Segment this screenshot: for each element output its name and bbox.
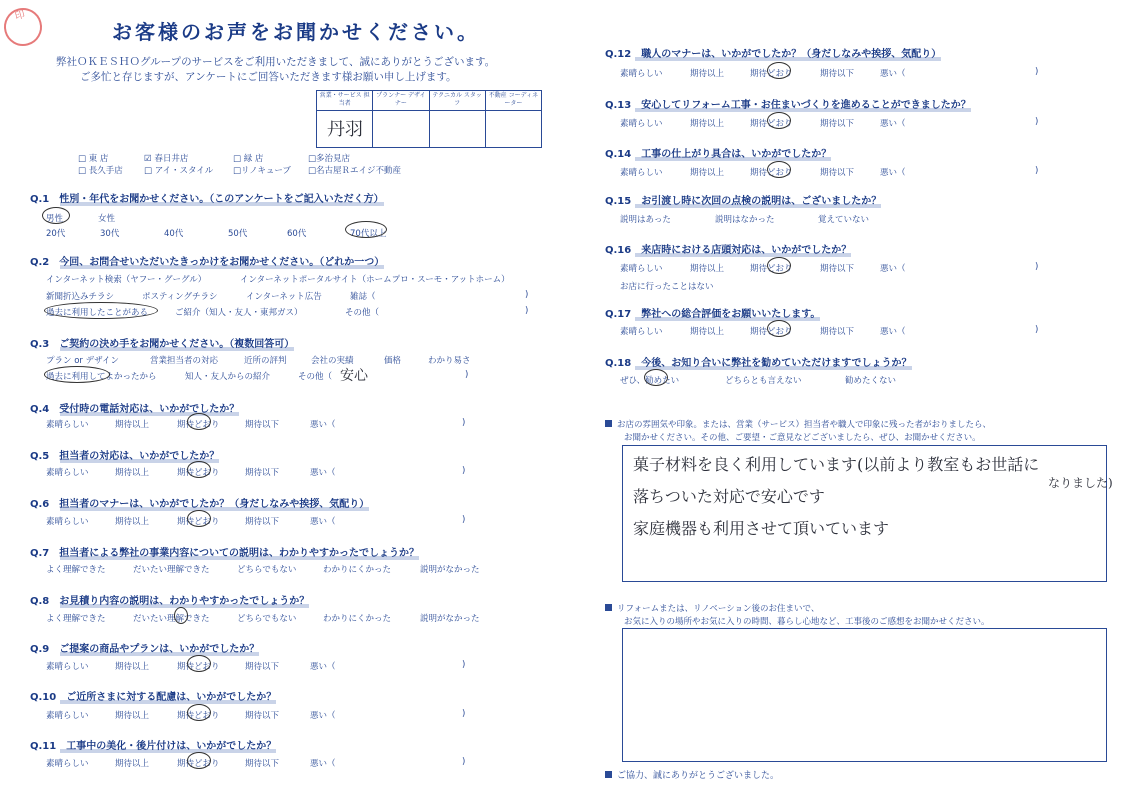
answer-option[interactable]: 期待どおり xyxy=(177,517,220,527)
comment-line: なりました) xyxy=(1048,476,1113,490)
answer-circle-mark xyxy=(187,461,211,478)
staff-handwritten-name: 丹羽 xyxy=(327,119,363,140)
page-title: お客様のお声をお聞かせください。 xyxy=(112,20,480,44)
answer-circle-mark xyxy=(44,302,158,319)
comment1-textarea[interactable] xyxy=(622,445,1113,582)
store-checkbox[interactable]: □多治見店 xyxy=(308,154,351,164)
staff-header: テクニカル スタッフ xyxy=(430,91,485,111)
answer-circle-mark xyxy=(767,161,791,178)
question-label: Q.2 今回、お問合せいただいたきっかけをお聞かせください。（どれか一つ） xyxy=(30,253,384,269)
answer-option[interactable]: 期待以上 xyxy=(690,168,725,178)
question-label: Q.18 今後、お知り合いに弊社を勧めていただけますでしょうか？ xyxy=(605,354,912,370)
store-checkbox[interactable]: □ 長久手店 xyxy=(78,166,123,176)
answer-option[interactable]: 期待以上 xyxy=(115,759,150,769)
answer-option[interactable]: 期待以下 xyxy=(245,420,280,430)
answer-option[interactable]: 男性 xyxy=(46,214,64,224)
answer-option[interactable]: 悪い（ xyxy=(310,517,336,527)
answer-option[interactable]: だいたい理解できた xyxy=(133,614,210,624)
answer-option[interactable]: ) xyxy=(1035,67,1039,77)
answer-option[interactable]: 期待以下 xyxy=(245,517,280,527)
answer-option[interactable]: ぜひ、勧めたい xyxy=(620,376,680,386)
answer-option[interactable]: よく理解できた xyxy=(46,565,106,575)
answer-circle-mark xyxy=(187,752,211,769)
answer-option[interactable]: ) xyxy=(1035,325,1039,335)
answer-option[interactable]: 素晴らしい xyxy=(46,468,89,478)
answer-option[interactable]: インターネットポータルサイト（ホームプロ・スーモ・アットホーム） xyxy=(240,275,510,285)
answer-circle-mark xyxy=(767,62,791,79)
answer-option[interactable]: 悪い（ xyxy=(310,759,336,769)
answer-circle-mark xyxy=(187,704,211,721)
staff-header: 営業・サービス 担当者 xyxy=(317,91,372,111)
answer-option[interactable]: 覚えていない xyxy=(818,215,870,225)
answer-option[interactable]: 期待以上 xyxy=(690,69,725,79)
answer-option[interactable]: 期待どおり xyxy=(750,327,793,337)
answer-option[interactable]: 悪い（ xyxy=(880,69,906,79)
answer-option[interactable]: 期待以上 xyxy=(690,327,725,337)
answer-circle-mark xyxy=(187,413,211,430)
answer-option[interactable]: 期待以上 xyxy=(115,468,150,478)
answer-option[interactable]: 20代 xyxy=(46,229,66,239)
answer-option[interactable]: 知人・友人からの紹介 xyxy=(185,372,271,382)
question-label: Q.3 ご契約の決め手をお聞かせください。（複数回答可） xyxy=(30,335,294,351)
answer-option[interactable]: その他（ xyxy=(298,372,333,382)
comment2-prompt-line-2: お気に入りの場所やお気に入りの時間、暮らし心地など、工事後のご感想をお聞かせください。 xyxy=(624,617,990,627)
answer-option[interactable]: 素晴らしい xyxy=(46,711,89,721)
answer-circle-mark xyxy=(767,257,791,274)
answer-option[interactable]: 素晴らしい xyxy=(620,327,663,337)
answer-option[interactable]: 説明がなかった xyxy=(420,565,480,575)
answer-option[interactable]: 説明はなかった xyxy=(715,215,775,225)
answer-option[interactable]: ) xyxy=(525,290,529,300)
comment2-prompt-line-1: リフォームまたは、リノベーション後のお住まいで、 xyxy=(605,602,819,614)
answer-option[interactable]: 期待以下 xyxy=(245,711,280,721)
store-checkbox[interactable]: □ 東 店 xyxy=(78,154,109,164)
question-label: Q.7 担当者による弊社の事業内容についての説明は、わかりやすかったでしょうか？ xyxy=(30,544,419,560)
answer-option[interactable]: 素晴らしい xyxy=(620,119,663,129)
answer-option[interactable]: 期待以上 xyxy=(115,420,150,430)
staff-header: 不動産 コーディネーター xyxy=(486,91,541,111)
question-label: Q.6 担当者のマナーは、いかがでしたか？（身だしなみや挨拶、気配り） xyxy=(30,495,369,511)
question-label: Q.13 安心してリフォーム工事・お住まいづくりを進めることができましたか？ xyxy=(605,96,971,112)
answer-option[interactable]: 期待どおり xyxy=(177,662,220,672)
answer-option[interactable]: ) xyxy=(462,709,466,719)
answer-option[interactable]: ) xyxy=(462,418,466,428)
answer-option[interactable]: 悪い（ xyxy=(880,327,906,337)
answer-option[interactable]: 説明がなかった xyxy=(420,614,480,624)
answer-option[interactable]: ポスティングチラシ xyxy=(142,292,218,302)
answer-option[interactable]: ) xyxy=(1035,117,1039,127)
store-checkbox[interactable]: □リノキューブ xyxy=(233,166,291,176)
answer-option[interactable]: 期待どおり xyxy=(177,468,220,478)
answer-option[interactable]: その他（ xyxy=(345,308,380,318)
q3-other-handwritten: 安心 xyxy=(340,368,368,384)
seal-stamp: 印 xyxy=(0,4,46,51)
store-checkbox[interactable]: □ アイ・スタイル xyxy=(144,166,214,176)
question-label: Q.11 工事中の美化・後片付けは、いかがでしたか？ xyxy=(30,737,276,753)
answer-option[interactable]: ) xyxy=(462,466,466,476)
answer-circle-mark xyxy=(42,207,70,224)
question-label: Q.8 お見積り内容の説明は、わかりやすかったでしょうか？ xyxy=(30,592,309,608)
answer-option[interactable]: 素晴らしい xyxy=(46,759,89,769)
answer-option[interactable]: 会社の実績 xyxy=(311,356,354,366)
comment2-textarea[interactable] xyxy=(622,628,1107,762)
question-label: Q.5 担当者の対応は、いかがでしたか？ xyxy=(30,447,219,463)
answer-option[interactable]: 勧めたくない xyxy=(845,376,897,386)
answer-option[interactable]: どちらでもない xyxy=(237,565,297,575)
store-checkbox[interactable]: □名古屋Ｒエイジ不動産 xyxy=(308,166,402,176)
answer-option[interactable]: 期待以下 xyxy=(820,168,855,178)
answer-option[interactable]: ) xyxy=(1035,166,1039,176)
comment-line: 落ちついた対応で安心です xyxy=(633,487,825,506)
answer-option[interactable]: 悪い（ xyxy=(880,264,906,274)
answer-option[interactable]: 悪い（ xyxy=(310,711,336,721)
answer-option[interactable]: 期待以下 xyxy=(245,759,280,769)
footer-thanks: ご協力、誠にありがとうございました。 xyxy=(605,768,779,781)
staff-table xyxy=(316,90,542,148)
answer-option[interactable]: インターネット検索（ヤフー・グーグル） xyxy=(46,275,207,285)
question-label: Q.16 来店時における店頭対応は、いかがでしたか？ xyxy=(605,241,851,257)
answer-option[interactable]: 期待どおり xyxy=(177,759,220,769)
answer-circle-mark xyxy=(187,655,211,672)
answer-circle-mark xyxy=(767,112,791,129)
answer-option[interactable]: 価格 xyxy=(384,356,402,366)
answer-option[interactable]: 雑誌（ xyxy=(350,292,376,302)
store-checkbox[interactable]: □ 緑 店 xyxy=(233,154,264,164)
question-label: Q.15 お引渡し時に次回の点検の説明は、ございましたか？ xyxy=(605,192,881,208)
answer-circle-mark xyxy=(174,607,188,624)
answer-option[interactable]: ) xyxy=(462,660,466,670)
answer-option[interactable]: だいたい理解できた xyxy=(133,565,210,575)
intro-line-1: 弊社ＯＫＥＳＨＯグループのサービスをご利用いただきまして、誠にありがとうございます。 xyxy=(56,56,496,68)
answer-option[interactable]: 悪い（ xyxy=(310,420,336,430)
store-checkbox[interactable]: ☑ 春日井店 xyxy=(144,154,189,164)
answer-option[interactable]: 悪い（ xyxy=(880,119,906,129)
answer-option[interactable]: 期待以下 xyxy=(820,69,855,79)
comment-line: 菓子材料を良く利用しています(以前より教室もお世話に xyxy=(633,455,1040,474)
answer-option[interactable]: ) xyxy=(1035,262,1039,272)
answer-circle-mark xyxy=(767,320,791,337)
answer-option[interactable]: 50代 xyxy=(228,229,248,239)
staff-cell-technical xyxy=(430,91,486,147)
answer-option[interactable]: 期待以下 xyxy=(245,662,280,672)
answer-option[interactable]: 素晴らしい xyxy=(46,662,89,672)
answer-option[interactable]: 期待どおり xyxy=(177,711,220,721)
staff-cell-planner xyxy=(373,91,429,147)
answer-option[interactable]: 期待どおり xyxy=(177,420,220,430)
question-label: Q.14 工事の仕上がり具合は、いかがでしたか？ xyxy=(605,145,831,161)
answer-option[interactable]: どちらとも言えない xyxy=(725,376,802,386)
intro-line-2: ご多忙と存じますが、アンケートにご回答いただきます様お願い申し上げます。 xyxy=(80,71,457,83)
answer-option[interactable]: 期待どおり xyxy=(750,264,793,274)
question-label: Q.1 性別・年代をお聞かせください。（このアンケートをご記入いただく方） xyxy=(30,190,384,206)
question-label: Q.10 ご近所さまに対する配慮は、いかがでしたか？ xyxy=(30,688,276,704)
answer-option[interactable]: 期待以上 xyxy=(690,119,725,129)
answer-option[interactable]: 素晴らしい xyxy=(620,264,663,274)
answer-option[interactable]: 期待以下 xyxy=(820,327,855,337)
answer-option[interactable]: 期待以下 xyxy=(820,264,855,274)
staff-cell-realestate xyxy=(486,91,541,147)
answer-option[interactable]: インターネット広告 xyxy=(246,292,322,302)
answer-option[interactable]: 期待どおり xyxy=(750,119,793,129)
answer-option[interactable]: 営業担当者の対応 xyxy=(150,356,219,366)
answer-option[interactable]: 過去に利用してよかったから xyxy=(46,372,157,382)
staff-cell-sales xyxy=(317,91,373,147)
answer-option[interactable]: わかりにくかった xyxy=(323,565,392,575)
comment1-prompt-line-1: お店の雰囲気や印象。または、営業（サービス）担当者や職人で印象に残った者がおりましたら、 xyxy=(605,418,991,430)
answer-option[interactable]: 悪い（ xyxy=(310,468,336,478)
answer-option[interactable]: 素晴らしい xyxy=(46,517,89,527)
answer-circle-mark xyxy=(644,369,668,386)
answer-option[interactable]: ご紹介（知人・友人・東邦ガス） xyxy=(175,308,303,318)
answer-circle-mark xyxy=(44,366,110,383)
answer-option[interactable]: 30代 xyxy=(100,229,120,239)
answer-option[interactable]: ) xyxy=(462,515,466,525)
answer-option[interactable]: わかり易さ xyxy=(428,356,471,366)
answer-option[interactable]: 期待以上 xyxy=(115,517,150,527)
answer-option[interactable]: 期待どおり xyxy=(750,69,793,79)
question-label: Q.17 弊社への総合評価をお願いいたします。 xyxy=(605,305,820,321)
answer-option[interactable]: 近所の評判 xyxy=(244,356,287,366)
answer-option[interactable]: 悪い（ xyxy=(880,168,906,178)
answer-option[interactable]: 期待以上 xyxy=(115,662,150,672)
answer-option[interactable]: 40代 xyxy=(164,229,184,239)
answer-option[interactable]: 期待以上 xyxy=(115,711,150,721)
answer-option[interactable]: プラン or デザイン xyxy=(46,356,120,366)
answer-circle-mark xyxy=(345,221,387,238)
answer-option[interactable]: 過去に利用したことがある xyxy=(46,308,149,318)
answer-option[interactable]: 70代以上 xyxy=(350,229,387,239)
question-label: Q.9 ご提案の商品やプランは、いかがでしたか？ xyxy=(30,640,259,656)
answer-option[interactable]: 期待以下 xyxy=(245,468,280,478)
answer-option[interactable]: 素晴らしい xyxy=(620,69,663,79)
answer-option[interactable]: 期待以下 xyxy=(820,119,855,129)
answer-option[interactable]: 悪い（ xyxy=(310,662,336,672)
answer-option[interactable]: 女性 xyxy=(98,214,116,224)
answer-option[interactable]: 説明はあった xyxy=(620,215,671,225)
answer-option[interactable]: ) xyxy=(462,757,466,767)
answer-option[interactable]: ) xyxy=(465,370,469,380)
answer-option[interactable]: どちらでもない xyxy=(237,614,297,624)
answer-circle-mark xyxy=(187,510,211,527)
answer-option[interactable]: わかりにくかった xyxy=(323,614,392,624)
comment-line: 家庭機器も利用させて頂いています xyxy=(633,519,890,538)
answer-option[interactable]: 素晴らしい xyxy=(46,420,89,430)
staff-header: プランナー デザイナー xyxy=(373,91,428,111)
answer-option[interactable]: 期待以上 xyxy=(690,264,725,274)
answer-option[interactable]: よく理解できた xyxy=(46,614,106,624)
question-label: Q.4 受付時の電話対応は、いかがでしたか？ xyxy=(30,400,239,416)
answer-option[interactable]: 新聞折込みチラシ xyxy=(46,292,115,302)
answer-option[interactable]: 60代 xyxy=(287,229,307,239)
answer-option[interactable]: ) xyxy=(525,306,529,316)
comment1-prompt-line-2: お聞かせください。その他、ご要望・ご意見などございましたら、ぜひ、お聞かせください。 xyxy=(624,433,981,443)
answer-option[interactable]: 素晴らしい xyxy=(620,168,663,178)
answer-option[interactable]: 期待どおり xyxy=(750,168,793,178)
question-label: Q.12 職人のマナーは、いかがでしたか？（身だしなみや挨拶、気配り） xyxy=(605,45,941,61)
answer-option[interactable]: お店に行ったことはない xyxy=(620,282,714,292)
